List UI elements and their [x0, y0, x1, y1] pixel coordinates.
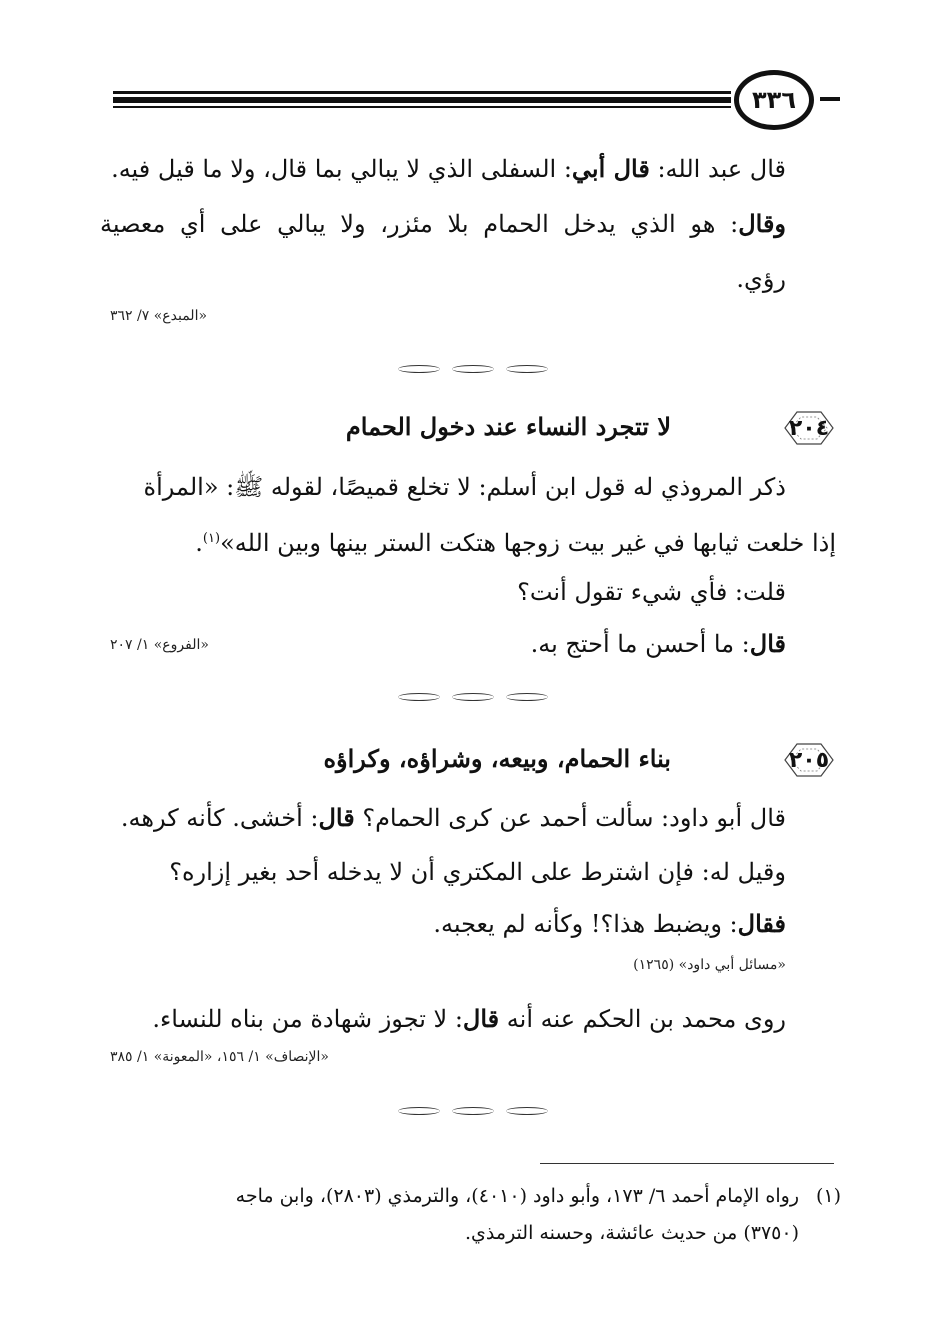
- header-rule: [113, 91, 731, 94]
- text-line: إذا خلعت ثيابها في غير بيت زوجها هتكت الستر بينها وبين الله»$^{(١)}$.: [195, 529, 836, 557]
- source-citation: «مسائل أبي داود» (١٢٦٥): [633, 957, 786, 973]
- section-title: بناء الحمام، وبيعه، وشراؤه، وكراؤه: [323, 744, 671, 773]
- text-line: ذكر المروذي له قول ابن أسلم: لا تخلع قميصًا، لقوله ﷺ: «المرأة: [143, 473, 786, 501]
- footnote: (١)رواه الإمام أحمد ٦/ ١٧٣، وأبو داود (٤٠١٠)، والترمذي (٢٨٠٣)، وابن ماجه: [110, 1180, 841, 1212]
- footnote-ref: (١): [202, 531, 221, 546]
- section-number-badge: ٢٠٤: [777, 406, 841, 450]
- text-line: قال عبد الله: قال أبي: السفلى الذي لا يبالي بما قال، ولا ما قيل فيه.: [111, 154, 786, 183]
- section-divider: [398, 1104, 548, 1118]
- text-line: وقيل له: فإن اشترط على المكتري أن لا يدخله أحد بغير إزاره؟: [169, 858, 786, 886]
- header-rule: [820, 97, 840, 101]
- text-line: وقال: هو الذي يدخل الحمام بلا مئزر، ولا يبالي على أي معصية: [100, 209, 786, 238]
- text-line: فقال: ويضبط هذا؟! وكأنه لم يعجبه.: [433, 909, 786, 938]
- text-line: قلت: فأي شيء تقول أنت؟: [517, 578, 786, 606]
- header-rule: [113, 97, 731, 103]
- footnote-separator: [540, 1163, 834, 1164]
- source-citation: «الإنصاف» ١/ ١٥٦، «المعونة» ١/ ٣٨٥: [110, 1049, 329, 1065]
- section-heading: [110, 406, 841, 450]
- section-divider: [398, 690, 548, 704]
- source-citation: «الفروع» ١/ ٢٠٧: [110, 637, 209, 653]
- text-line: رؤي.: [736, 265, 786, 293]
- text-line: قال أبو داود: سألت أحمد عن كرى الحمام؟ قال: أخشى. كأنه كرهه.: [120, 803, 786, 832]
- section-heading: [110, 738, 841, 782]
- page-number: ٣٣٦: [734, 70, 814, 130]
- source-citation: «المبدع» ٧/ ٣٦٢: [110, 308, 208, 324]
- footnote: (٣٧٥٠) من حديث عائشة، وحسنه الترمذي.: [465, 1222, 799, 1244]
- text-line: روى محمد بن الحكم عنه أنه قال: لا تجوز شهادة من بناه للنساء.: [152, 1004, 786, 1033]
- section-number-badge: ٢٠٥: [777, 738, 841, 782]
- text-line: قال: ما أحسن ما أحتج به.: [530, 629, 786, 658]
- header-rule: [113, 106, 731, 108]
- footnote-number: (١): [815, 1185, 841, 1207]
- section-divider: [398, 362, 548, 376]
- section-title: لا تتجرد النساء عند دخول الحمام: [345, 412, 671, 441]
